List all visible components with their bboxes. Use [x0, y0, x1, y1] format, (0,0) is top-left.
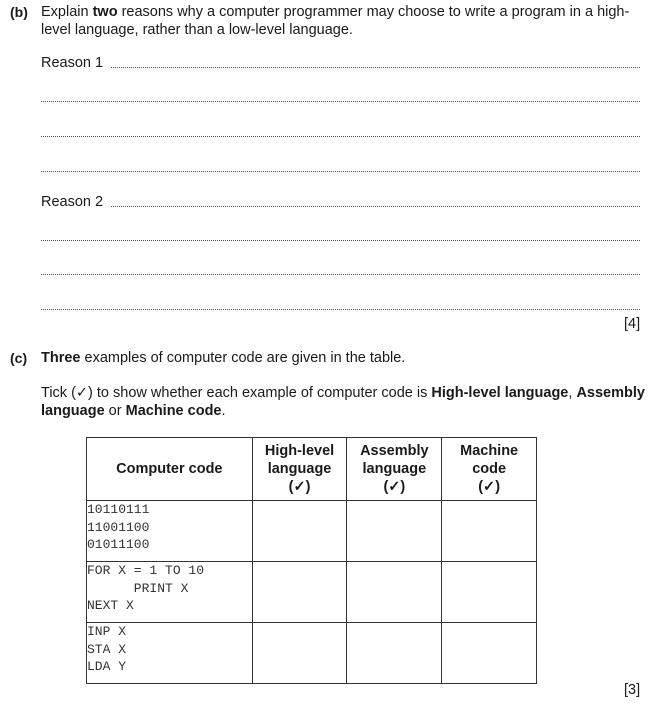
header-machine-code: Machine code (✓)	[442, 438, 537, 501]
table-row	[87, 501, 537, 562]
tick-cell-assembly-3[interactable]	[347, 623, 442, 684]
reason2-answer-line-4[interactable]	[41, 309, 640, 310]
part-b-question	[41, 3, 651, 39]
reason2-answer-line-2[interactable]	[41, 240, 640, 241]
part-c-intro: Three examples of computer code are given in the table.	[41, 350, 406, 366]
reason1-label: Reason 1	[41, 55, 104, 71]
part-b-marks: [4]	[624, 316, 641, 332]
reason1-answer-line-1[interactable]	[111, 67, 640, 68]
code-example-1: 10110111 11001100 01011100	[87, 501, 253, 562]
reason1-answer-line-2[interactable]	[41, 101, 640, 102]
part-c-label: (c)	[10, 350, 28, 366]
reason1-answer-line-3[interactable]	[41, 136, 640, 137]
tick-cell-assembly-2[interactable]	[347, 562, 442, 623]
part-c-instruction	[41, 384, 651, 420]
part-c-marks: [3]	[624, 682, 641, 698]
code-example-2: FOR X = 1 TO 10 PRINT X NEXT X	[87, 562, 253, 623]
part-c-instruction-line1: Tick (✓) to show whether each example of computer code is High-level language, Assembly	[41, 385, 645, 401]
table-row	[87, 623, 537, 684]
tick-cell-high-level-2[interactable]	[252, 562, 347, 623]
table-header-row	[87, 438, 537, 501]
header-assembly: Assembly language (✓)	[347, 438, 442, 501]
part-b-question-line1: Explain two reasons why a computer programmer may choose to write a program in a high-	[41, 4, 630, 20]
tick-cell-high-level-1[interactable]	[252, 501, 347, 562]
code-classification-table	[86, 437, 537, 684]
reason1-answer-line-4[interactable]	[41, 171, 640, 172]
header-computer-code: Computer code	[87, 438, 253, 501]
code-example-3: INP X STA X LDA Y	[87, 623, 253, 684]
table-row	[87, 562, 537, 623]
part-c-instruction-line2: language or Machine code.	[41, 403, 226, 419]
tick-cell-machine-code-3[interactable]	[442, 623, 537, 684]
part-b-question-line2: level language, rather than a low-level language.	[41, 22, 353, 38]
tick-cell-assembly-1[interactable]	[347, 501, 442, 562]
header-high-level: High-level language (✓)	[252, 438, 347, 501]
part-b-label: (b)	[10, 4, 28, 20]
tick-cell-machine-code-1[interactable]	[442, 501, 537, 562]
reason2-answer-line-1[interactable]	[111, 206, 640, 207]
tick-cell-high-level-3[interactable]	[252, 623, 347, 684]
reason2-answer-line-3[interactable]	[41, 274, 640, 275]
reason2-label: Reason 2	[41, 194, 104, 210]
tick-cell-machine-code-2[interactable]	[442, 562, 537, 623]
